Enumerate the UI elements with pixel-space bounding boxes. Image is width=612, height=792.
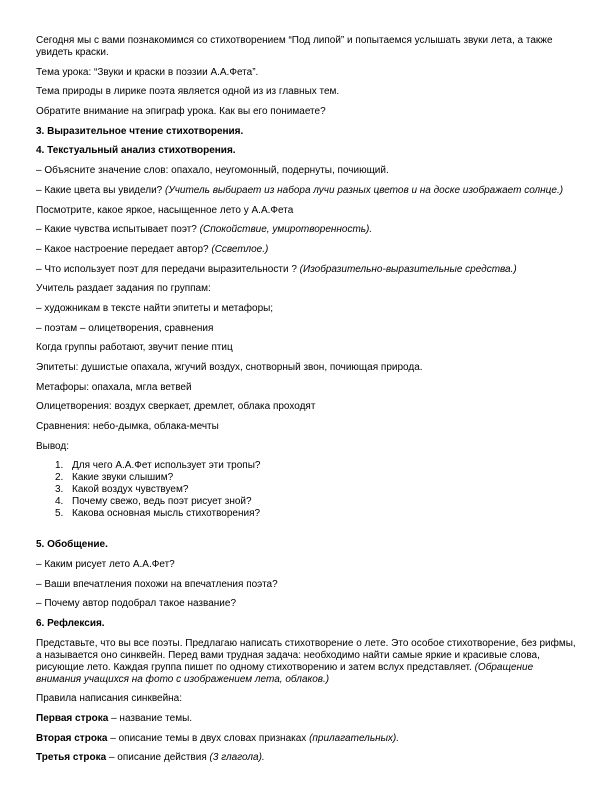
paragraph-personifications: Олицетворения: воздух сверкает, дремлет, облака проходят bbox=[36, 401, 316, 413]
paragraph-summer-question: – Каким рисует лето А.А.Фет? bbox=[36, 558, 175, 570]
paragraph-cinquain-intro: Представьте, что вы все поэты. Предлагаю написать стихотворение о лете. Это особое стихотворение, без рифмы, а называется оно синквейн. Перед вами трудная задача: необходимо найти самые яркие и красивые слова, рисующие лето. Каждая группа пишет по одному стихотворению и затем вслух представляет. (Обращение внимания учащихся на фото с изображением лета, облаков.) bbox=[36, 637, 576, 685]
section-heading-6: 6. Рефлексия. bbox=[36, 617, 105, 629]
paragraph-mood-question: – Какое настроение передает автор? (Ссветлое.) bbox=[36, 243, 269, 255]
paragraph-intro: Сегодня мы с вами познакомимся со стихотворением “Под липой” и попытаемся услышать звуки лета, а также увидеть краски. bbox=[36, 35, 553, 58]
conclusion-list bbox=[36, 460, 576, 520]
paragraph-epithets: Эпитеты: душистые опахала, жгучий воздух, снотворный звон, почиющая природа. bbox=[36, 362, 423, 373]
paragraph-expression-question: – Что использует поэт для передачи выразительности ? (Изобразительно-выразительные средства.) bbox=[36, 263, 517, 275]
paragraph-metaphors: Метафоры: опахала, мгла ветвей bbox=[36, 381, 192, 393]
paragraph-group-tasks: Учитель раздает задания по группам: bbox=[36, 283, 211, 295]
section-heading-3: 3. Выразительное чтение стихотворения. bbox=[36, 125, 244, 137]
list-item: 1. Для чего А.А.Фет использует эти тропы? bbox=[55, 460, 261, 472]
section-heading-5: 5. Обобщение. bbox=[36, 539, 108, 551]
document-page bbox=[36, 35, 576, 772]
list-item: 5. Какова основная мысль стихотворения? bbox=[55, 508, 261, 520]
paragraph-feelings-question: – Какие чувства испытывает поэт? (Спокойствие, умиротворенность). bbox=[36, 224, 373, 236]
paragraph-title-question: – Почему автор подобрал такое название? bbox=[36, 598, 237, 610]
paragraph-rule-line-2: Вторая строка – описание темы в двух словах признаках (прилагательных). bbox=[36, 732, 400, 744]
paragraph-rule-line-1: Первая строка – название темы. bbox=[36, 712, 193, 724]
paragraph-rule-line-3: Третья строка – описание действия (3 глагола). bbox=[36, 752, 265, 764]
list-item: 4. Почему свежо, ведь поэт рисует зной? bbox=[55, 496, 252, 508]
paragraph-task-artists: – художникам в тексте найти эпитеты и метафоры; bbox=[36, 302, 274, 314]
paragraph-task-poets: – поэтам – олицетворения, сравнения bbox=[36, 322, 214, 334]
paragraph-word-meaning: – Объясните значение слов: опахало, неугомонный, подернуты, почиющий. bbox=[36, 165, 389, 177]
paragraph-nature-theme: Тема природы в лирике поэта является одной из из главных тем. bbox=[36, 86, 340, 98]
paragraph-comparisons: Сравнения: небо-дымка, облака-мечты bbox=[36, 421, 219, 433]
paragraph-conclusion-label: Вывод: bbox=[36, 440, 70, 452]
paragraph-cinquain-rules: Правила написания синквейна: bbox=[36, 693, 183, 705]
paragraph-birdsong: Когда группы работают, звучит пение птиц bbox=[36, 342, 233, 354]
paragraph-bright-summer: Посмотрите, какое яркое, насыщенное лето у А.А.Фета bbox=[36, 204, 294, 216]
list-item: 3. Какой воздух чувствуем? bbox=[55, 484, 189, 496]
section-heading-4: 4. Текстуальный анализ стихотворения. bbox=[36, 145, 236, 157]
spacer bbox=[36, 528, 576, 539]
list-item: 2. Какие звуки слышим? bbox=[55, 472, 174, 484]
paragraph-lesson-topic: Тема урока: “Звуки и краски в поэзии А.А.Фета”. bbox=[36, 66, 259, 78]
paragraph-colors-question: – Какие цвета вы увидели? (Учитель выбирает из набора лучи разных цветов и на доске изображает солнце.) bbox=[36, 184, 564, 196]
paragraph-epigraph: Обратите внимание на эпиграф урока. Как вы его понимаете? bbox=[36, 106, 326, 118]
paragraph-impressions-question: – Ваши впечатления похожи на впечатления поэта? bbox=[36, 578, 278, 590]
